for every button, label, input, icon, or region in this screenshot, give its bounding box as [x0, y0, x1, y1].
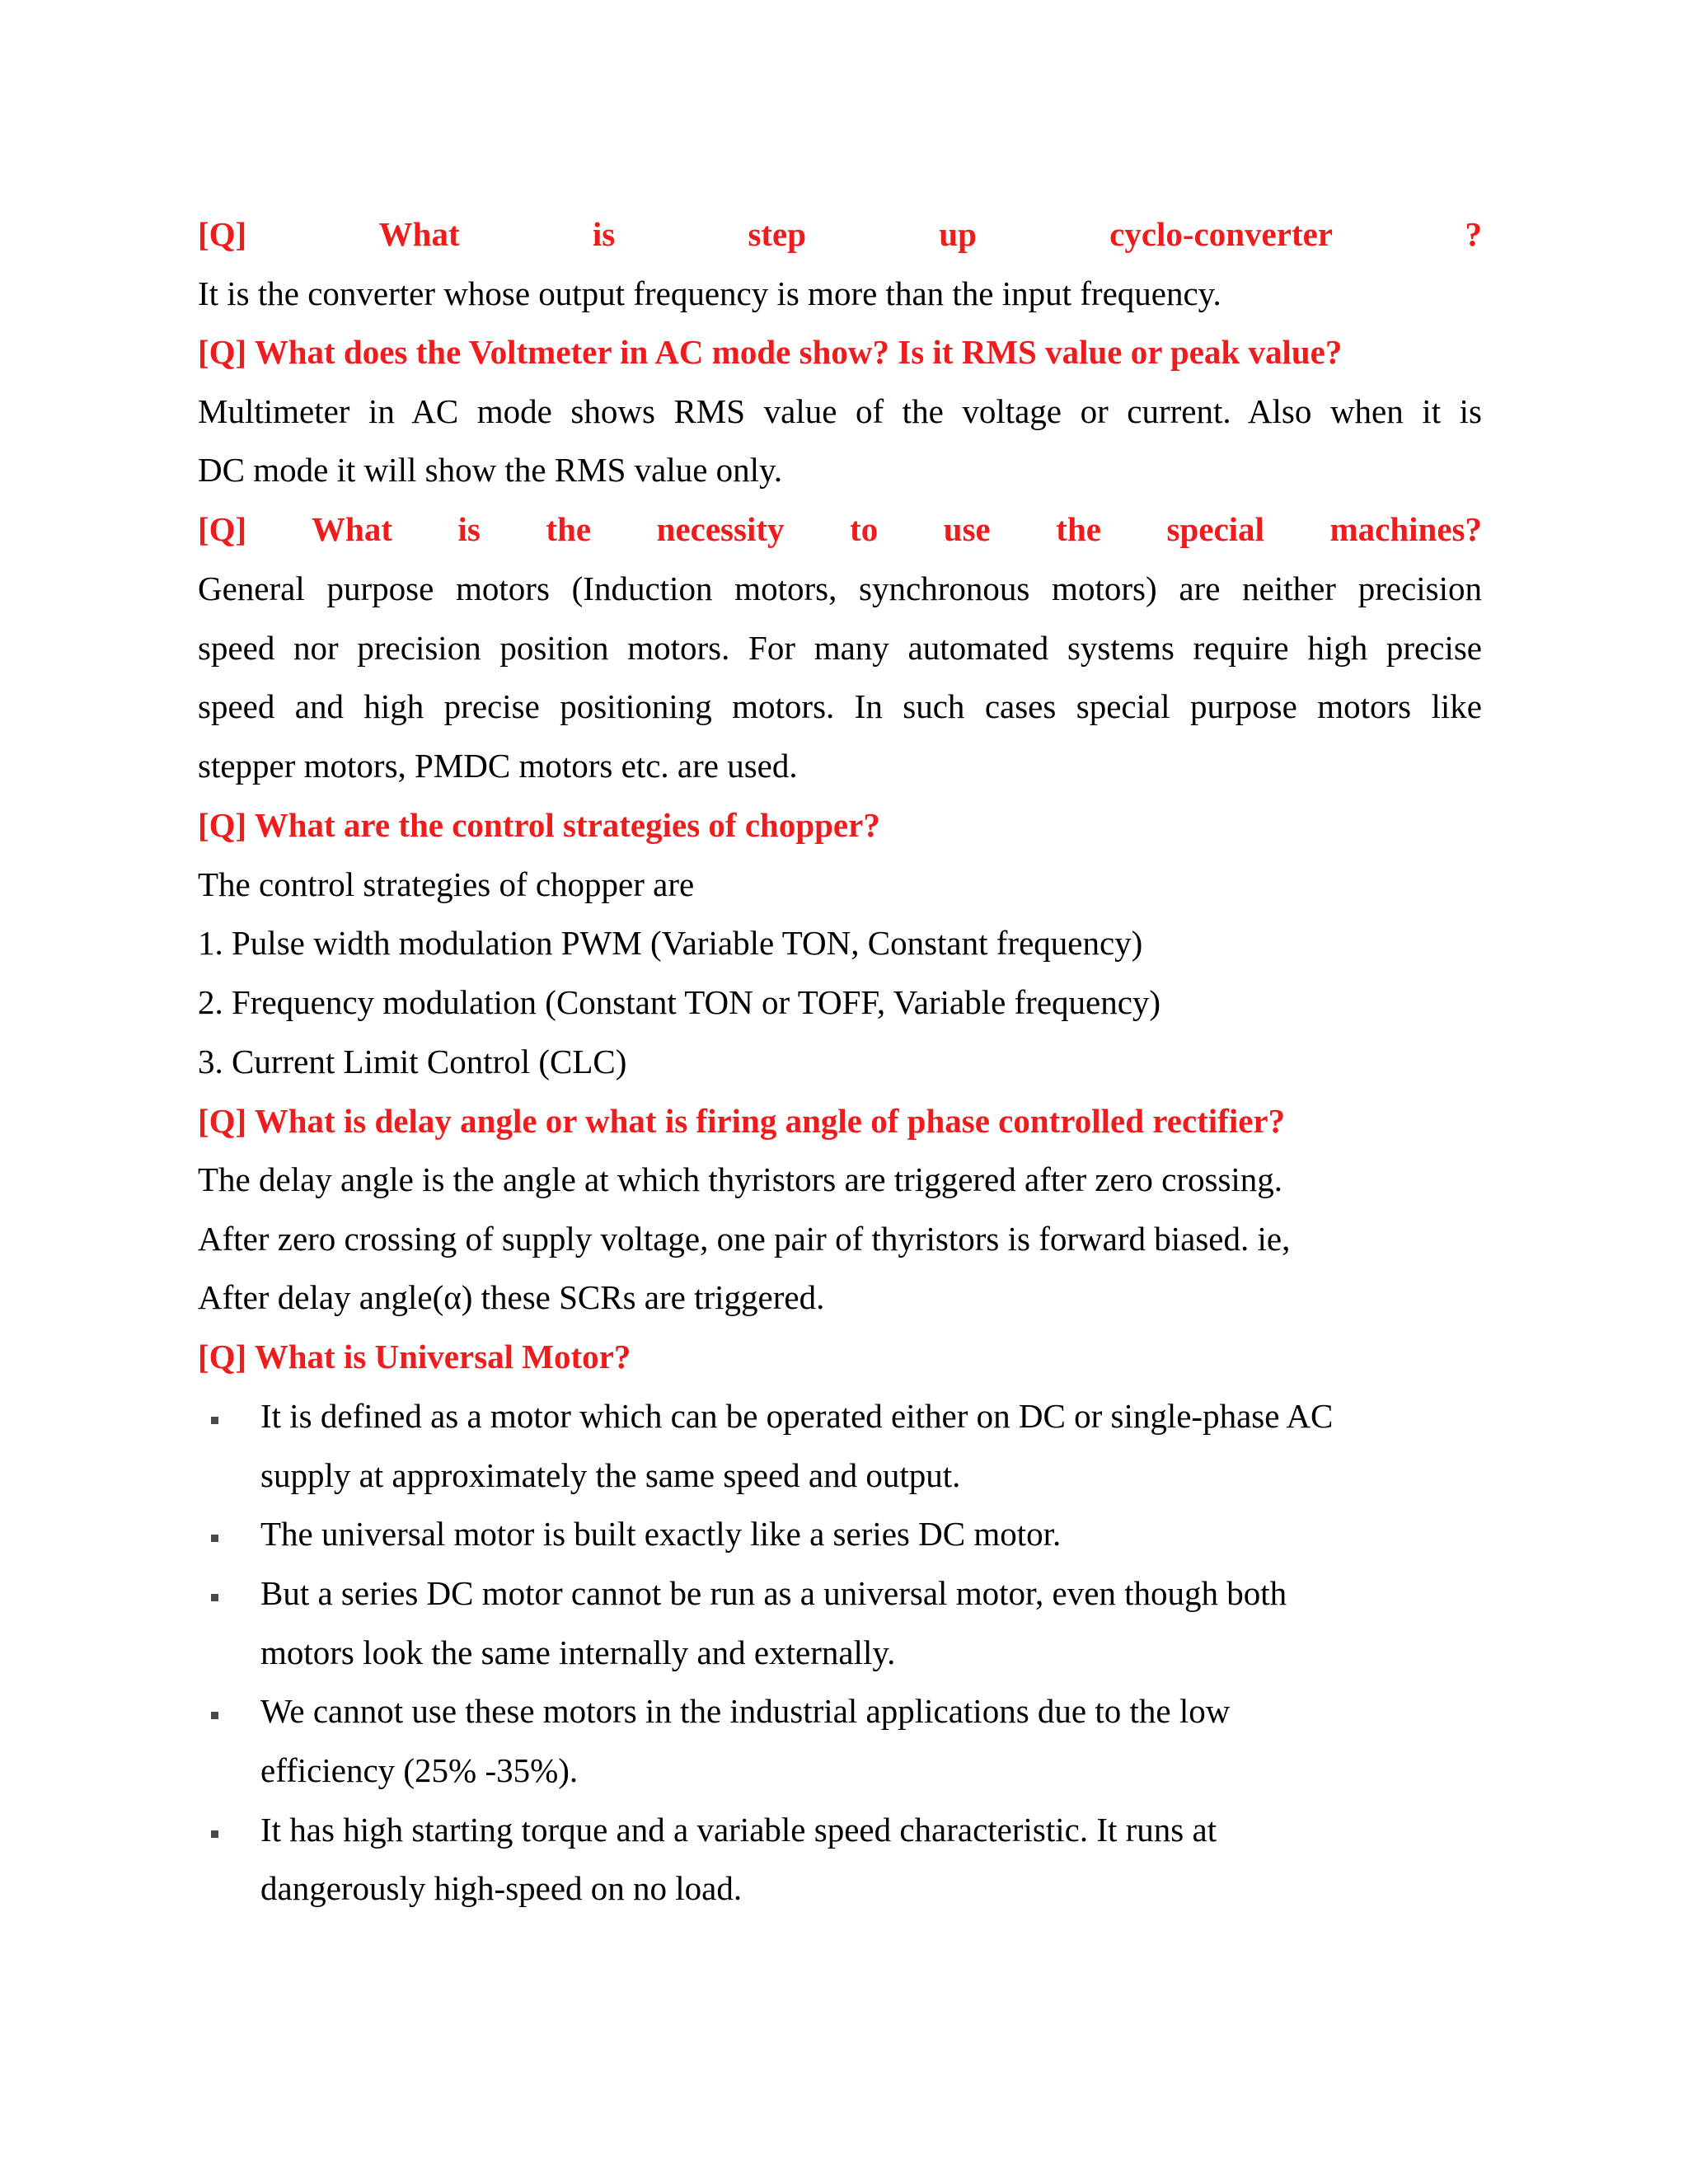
answer-line: It is the converter whose output frequency is more than the input frequency. — [198, 274, 1221, 312]
answer-line: stepper motors, PMDC motors etc. are used. — [198, 747, 798, 785]
question-heading: [Q] What does the Voltmeter in AC mode show? Is it RMS value or peak value? — [198, 333, 1343, 371]
answer-line: After zero crossing of supply voltage, one pair of thyristors is forward biased. ie, — [198, 1220, 1291, 1258]
bullet-item-line: We cannot use these motors in the industrial applications due to the low — [260, 1692, 1231, 1730]
list-item: 1. Pulse width modulation PWM (Variable TON, Constant frequency) — [198, 924, 1143, 962]
answer-line: DC mode it will show the RMS value only. — [198, 451, 783, 489]
bullet-square-icon — [211, 1417, 218, 1424]
bullet-item-line: But a series DC motor cannot be run as a universal motor, even though both — [260, 1574, 1287, 1612]
answer-line: Multimeter in AC mode shows RMS value of the voltage or current. Also when it is — [198, 392, 1482, 430]
bullet-item-line: supply at approximately the same speed and output. — [260, 1456, 961, 1494]
bullet-item-line: It is defined as a motor which can be operated either on DC or single-phase AC — [260, 1397, 1334, 1435]
bullet-item-line: It has high starting torque and a variable speed characteristic. It runs at — [260, 1811, 1217, 1849]
answer-line: After delay angle(α) these SCRs are triggered. — [198, 1278, 825, 1316]
bullet-item-line: motors look the same internally and externally. — [260, 1633, 896, 1671]
answer-line: The delay angle is the angle at which thyristors are triggered after zero crossing. — [198, 1160, 1283, 1198]
question-heading: [Q] What is delay angle or what is firing angle of phase controlled rectifier? — [198, 1102, 1286, 1140]
bullet-square-icon — [211, 1830, 218, 1838]
question-heading: [Q] What is the necessity to use the special machines? — [198, 510, 1482, 548]
bullet-square-icon — [211, 1712, 218, 1719]
list-item: 2. Frequency modulation (Constant TON or TOFF, Variable frequency) — [198, 983, 1161, 1021]
bullet-item-line: dangerously high-speed on no load. — [260, 1869, 743, 1907]
bullet-square-icon — [211, 1594, 218, 1601]
question-heading: [Q] What are the control strategies of chopper? — [198, 806, 880, 844]
list-item: 3. Current Limit Control (CLC) — [198, 1043, 627, 1080]
answer-line: speed nor precision position motors. For many automated systems require high precise — [198, 629, 1482, 667]
question-heading: [Q] What is Universal Motor? — [198, 1338, 631, 1376]
bullet-item-line: efficiency (25% -35%). — [260, 1751, 579, 1789]
bullet-square-icon — [211, 1535, 218, 1542]
answer-line: General purpose motors (Induction motors, synchronous motors) are neither precision — [198, 569, 1482, 607]
answer-line: The control strategies of chopper are — [198, 865, 695, 903]
bullet-item-line: The universal motor is built exactly like a series DC motor. — [260, 1515, 1062, 1553]
answer-line: speed and high precise positioning motors. In such cases special purpose motors like — [198, 687, 1482, 725]
question-heading: [Q] What is step up cyclo-converter ? — [198, 215, 1482, 253]
